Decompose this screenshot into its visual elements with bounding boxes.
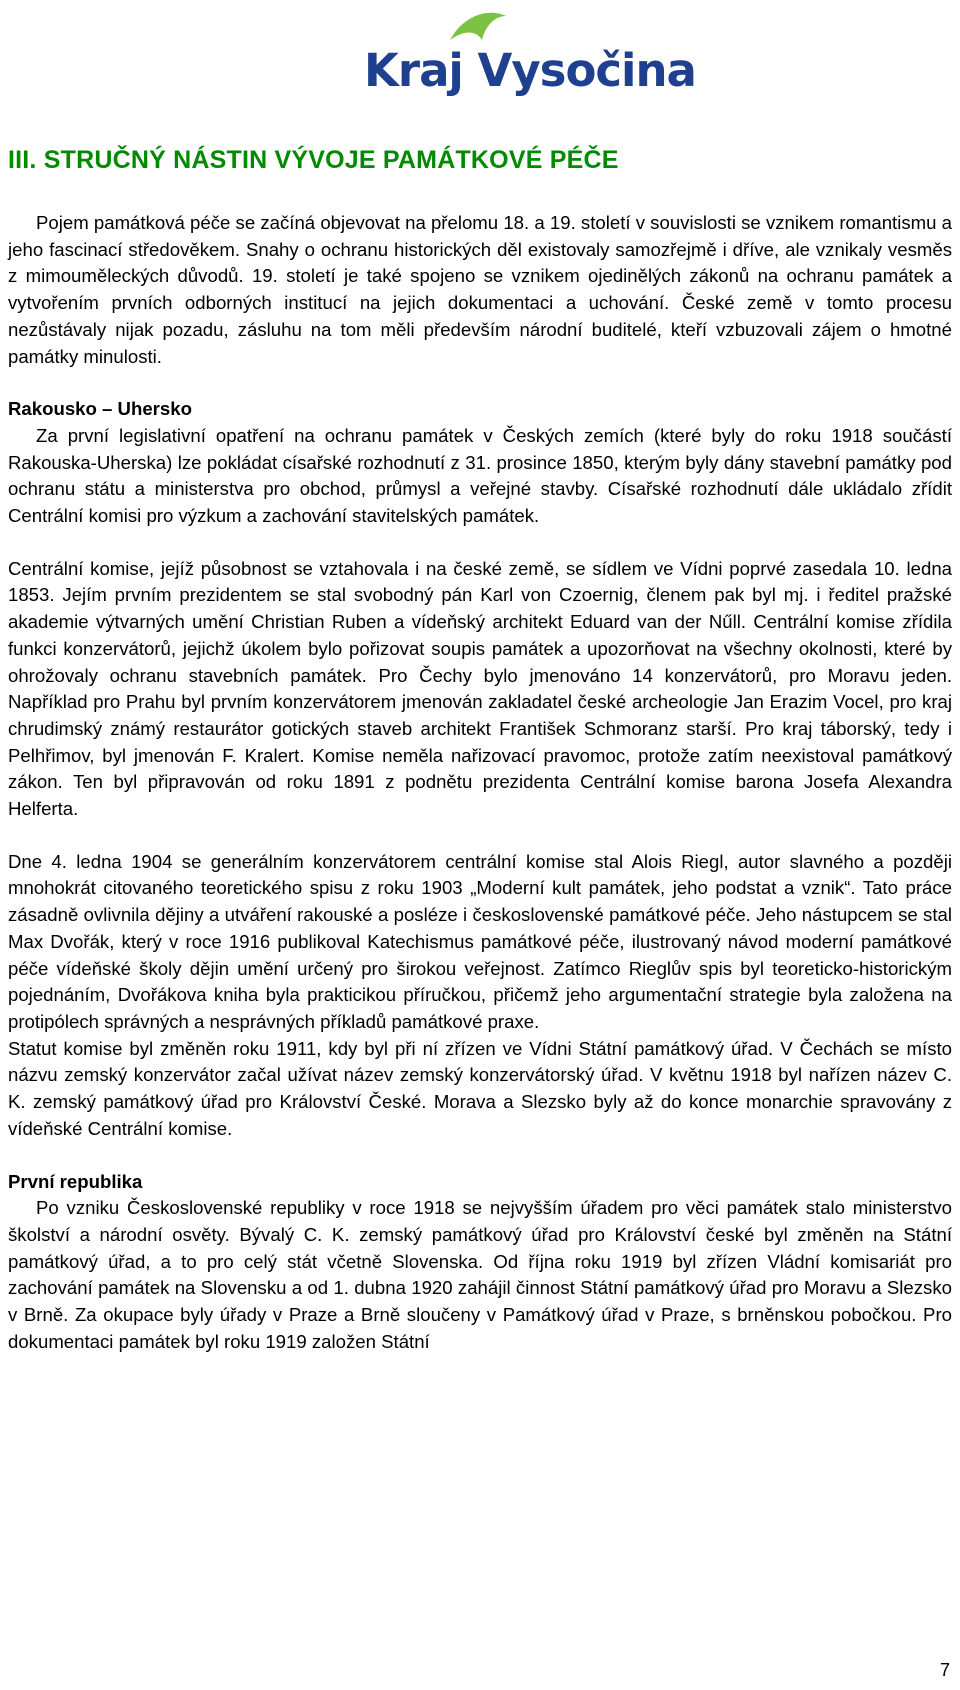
chapter-heading: III. STRUČNÝ NÁSTIN VÝVOJE PAMÁTKOVÉ PÉČE bbox=[8, 146, 619, 174]
paragraph-gap bbox=[8, 1143, 952, 1169]
paragraph-gap bbox=[8, 823, 952, 849]
document-body bbox=[8, 210, 952, 1355]
logo-text: Kraj Vysočina bbox=[364, 44, 696, 97]
logo-hill-shape bbox=[450, 13, 506, 40]
paragraph-gap bbox=[8, 370, 952, 396]
section1-paragraph-3: Dne 4. ledna 1904 se generálním konzervátorem centrální komise stal Alois Riegl, autor slavného a později mnohokrát citovaného teoretického spisu z roku 1903 „Moderní kult památek, jeho podstat a vznik“. Tato práce zásadně ovlivnila dějiny a utváření rakouské a posléze i československé památkové péče. Jeho nástupcem se stal Max Dvořák, který v roce 1916 publikoval Katechismus památkové péče, ilustrovaný návod moderní památkové péče vídeňské školy dějin umění určený pro širokou veřejnost. Zatímco Rieglův spis byl teoreticko-historickým pojednáním, Dvořákova kniha byla prakticikou příručkou, přičemž jeho argumentační strategie byla založena na protipólech správných a nesprávných příkladů památkové praxe. bbox=[8, 850, 952, 1032]
section-title-prvni-republika: První republika bbox=[8, 1170, 143, 1192]
kraj-vysocina-logo bbox=[364, 6, 696, 97]
intro-paragraph: Pojem památková péče se začíná objevovat na přelomu 18. a 19. století v souvislosti se vznikem romantismu a jeho fascinací středověkem. Snahy o ochranu historických děl existovaly samozřejmě i dříve, ale vznikaly vesměs z mimouměleckých důvodů. 19. století je také spojeno se vznikem ojedinělých zákonů na ochranu památek a vytvořením prvních odborných institucí na jejich dokumentaci a uchování. České země v tomto procesu nezůstávaly nijak pozadu, zásluhu na tom měli především národní buditelé, kteří vzbuzovali zájem o hmotné památky minulosti. bbox=[8, 212, 952, 367]
section-title-rakousko-uhersko: Rakousko – Uhersko bbox=[8, 398, 192, 420]
paragraph-gap bbox=[8, 530, 952, 556]
section1-paragraph-1: Za první legislativní opatření na ochranu památek v Českých zemích (které byly do roku 1918 součástí Rakouska-Uherska) lze pokládat císařské rozhodnutí z 31. prosince 1850, kterým byly dány stavební památky pod ochranu státu a ministerstva pro obchod, průmysl a veřejné stavby. Císařské rozhodnutí dále ukládalo zřídit Centrální komisi pro výzkum a zachování stavitelských památek. bbox=[8, 424, 952, 527]
section1-paragraph-2: Centrální komise, jejíž působnost se vztahovala i na české země, se sídlem ve Vídni poprvé zasedala 10. ledna 1853. Jejím prvním prezidentem se stal svobodný pán Karl von Czoernig, členem pak byl mj. i ředitel pražské akademie výtvarných umění Christian Ruben a vídeňský architekt Eduard van der Nűll. Centrální komise zřídila funkci konzervátorů, jejichž úkolem bylo pořizovat soupis památek a upozorňovat na všechny okolnosti, které by ohrožovaly ochranu stavebních památek. Pro Čechy bylo jmenováno 14 konzervátorů, pro Moravu jeden. Například pro Prahu byl prvním konzervátorem jmenován zakladatel české archeologie Jan Erazim Vocel, pro kraj chrudimský známý restaurátor gotických staveb architekt František Schmoranz starší. Pro kraj táborský, tedy i Pelhřimov, byl jmenován F. Kralert. Komise neměla nařizovací pravomoc, protože zatím neexistoval památkový zákon. Ten byl připravován od roku 1891 z podnětu prezidenta Centrální komise barona Josefa Alexandra Helferta. bbox=[8, 557, 952, 820]
section2-paragraph-1: Po vzniku Československé republiky v roce 1918 se nejvyšším úřadem pro věci památek stalo ministerstvo školství a národní osvěty. Bývalý C. K. zemský památkový úřad pro Království české byl změněn na Státní památkový úřad, a to pro celý stát včetně Slovenska. Od října roku 1919 byl zřízen Vládní komisariát pro zachování památek na Slovensku a od 1. dubna 1920 zahájil činnost Státní památkový úřad pro Moravu a Slezsko v Brně. Za okupace byly úřady v Praze a Brně sloučeny v Památkový úřad v Praze, s brněnskou pobočkou. Pro dokumentaci památek byl roku 1919 založen Státní bbox=[8, 1197, 952, 1352]
page-number: 7 bbox=[939, 1660, 950, 1680]
section1-paragraph-4: Statut komise byl změněn roku 1911, kdy byl při ní zřízen ve Vídni Státní památkový úřad. V Čechách se místo názvu zemský konzervátor začal užívat název zemský konzervátorský úřad. V květnu 1918 byl nařízen název C. K. zemský památkový úřad pro Království České. Morava a Slezsko byly až do konce monarchie spravovány z vídeňské Centrální komise. bbox=[8, 1037, 952, 1139]
